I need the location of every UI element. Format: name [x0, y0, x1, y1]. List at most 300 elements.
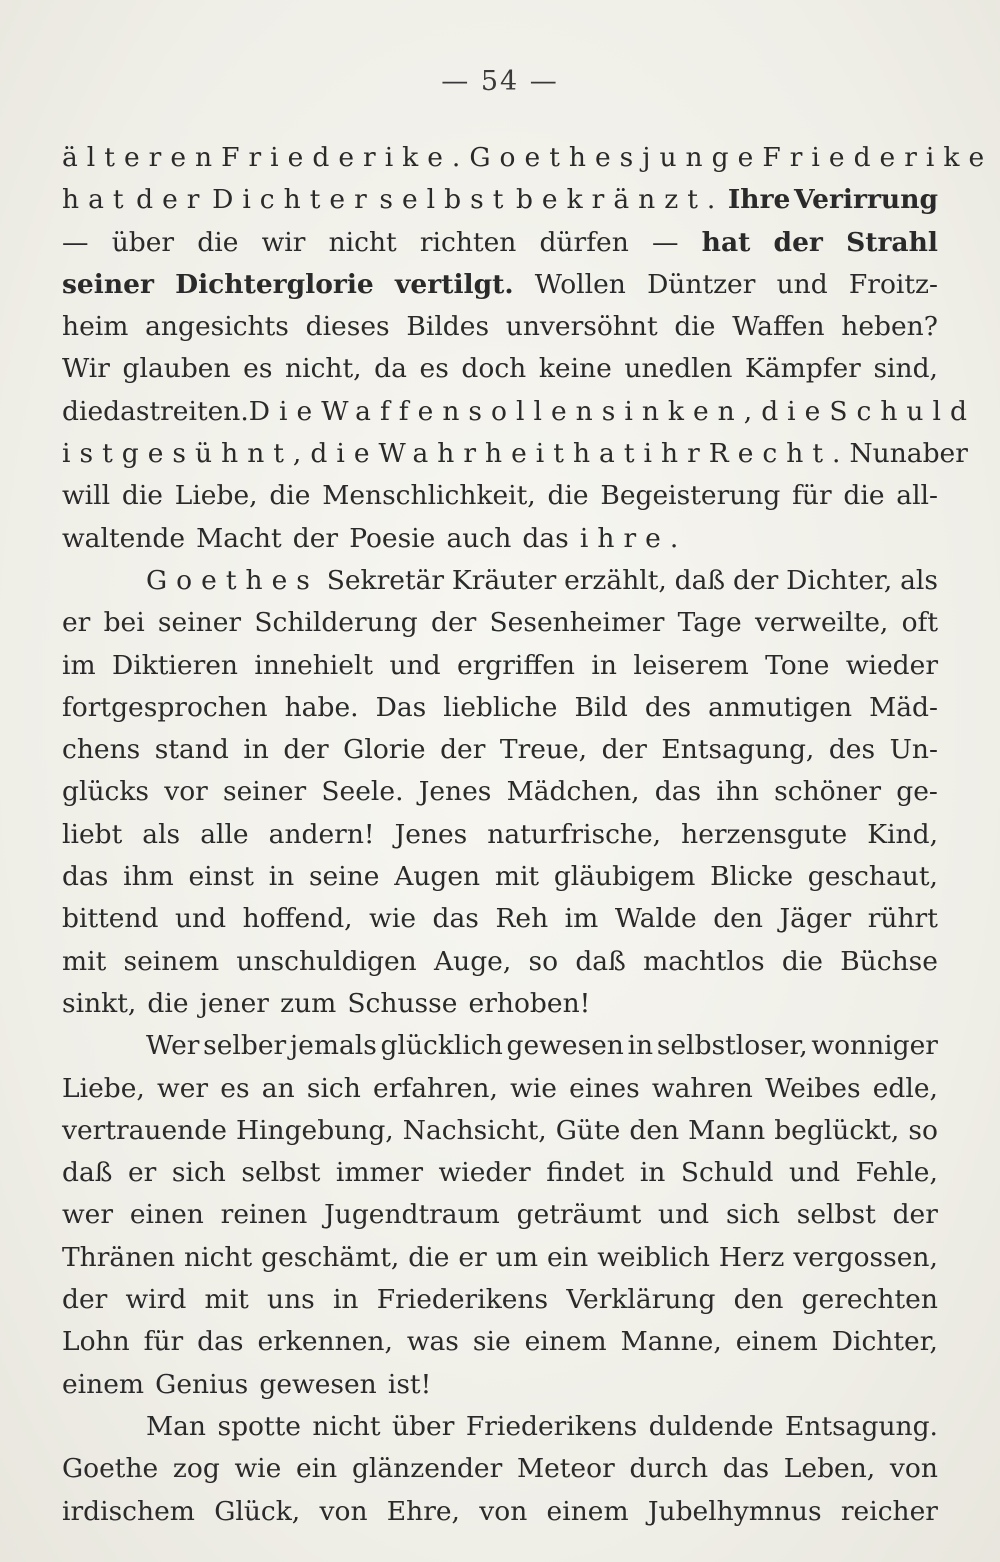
word: Ehre,: [386, 1495, 460, 1527]
word: seiner: [223, 776, 307, 808]
word: Goethes: [469, 142, 643, 173]
word: doch: [461, 353, 527, 385]
word: Begeisterung: [600, 480, 781, 512]
word: und: [389, 649, 441, 681]
word: heben?: [841, 311, 938, 343]
text-line: [62, 814, 938, 856]
word: selbst: [241, 1157, 321, 1189]
word: Bild: [574, 691, 628, 723]
word: dürfen: [539, 226, 629, 258]
word: sich: [171, 1157, 226, 1189]
word: Walde: [614, 903, 697, 935]
word: sinkt,: [62, 987, 137, 1019]
word: Bildes: [406, 311, 490, 343]
word: machtlos: [643, 945, 765, 977]
word: Schusse: [347, 987, 458, 1019]
word: die: [269, 480, 311, 512]
word: mit: [62, 945, 107, 977]
text-line: [62, 1448, 938, 1490]
word: Waffen: [732, 311, 825, 343]
word: Mäd-: [869, 691, 938, 723]
word: junge: [642, 142, 763, 173]
word: Wahrheit: [378, 438, 573, 470]
word: älteren: [62, 142, 222, 173]
word: wonniger: [811, 1030, 938, 1062]
word: sind,: [873, 353, 938, 385]
word: selbst: [379, 184, 513, 216]
word: Jugendtraum: [324, 1199, 500, 1231]
word: reinen: [220, 1199, 308, 1231]
word: Dichter,: [831, 1326, 938, 1358]
word: vergossen,: [793, 1241, 938, 1273]
word: ein: [546, 1241, 589, 1273]
text-line: [62, 137, 994, 179]
word: in: [268, 861, 295, 893]
word: einem: [62, 1368, 145, 1400]
word: stand: [154, 734, 229, 766]
word: Recht.: [708, 438, 850, 470]
word: streiten.: [135, 395, 249, 427]
word: es: [243, 353, 273, 385]
word: Herz: [718, 1241, 785, 1273]
word: der: [773, 226, 823, 258]
text-line: [62, 771, 938, 813]
word: es: [220, 1072, 250, 1104]
text-line: [62, 687, 938, 729]
word: wieder: [845, 649, 938, 681]
word: wie: [369, 903, 416, 935]
word: das: [62, 861, 109, 893]
word: daß: [674, 564, 726, 596]
word: daß: [62, 1157, 113, 1189]
word: vor: [164, 776, 208, 808]
word: er: [458, 1241, 487, 1273]
word: hoffend,: [242, 903, 353, 935]
word: geträumt: [516, 1199, 642, 1231]
word: gläubigem: [553, 861, 696, 893]
word: anmutigen: [708, 691, 853, 723]
word: den: [733, 1284, 784, 1316]
word: naturfrische,: [487, 818, 662, 850]
word: sie: [472, 1326, 511, 1358]
word: wieder: [438, 1157, 531, 1189]
word: Augen: [394, 861, 481, 893]
word: wahren: [651, 1072, 753, 1104]
word: wie: [234, 1453, 282, 1485]
word: spotte: [217, 1410, 301, 1442]
word: von: [319, 1495, 368, 1527]
word: da: [103, 395, 136, 427]
word: bei: [103, 607, 145, 639]
word: Froitz-: [848, 268, 938, 300]
word: Mann: [688, 1114, 766, 1146]
word: einen: [129, 1199, 204, 1231]
text-line: [62, 391, 976, 433]
word: geschämt,: [261, 1241, 400, 1273]
word: Waffen: [321, 395, 469, 427]
word: Güte: [555, 1114, 621, 1146]
word: so: [908, 1114, 938, 1146]
word: zum: [280, 987, 337, 1019]
word: Mädchen,: [506, 776, 640, 808]
word: Kräuter: [451, 564, 557, 596]
word: Jäger: [779, 903, 852, 935]
word: vertilgt.: [395, 268, 514, 300]
word: glauben: [122, 353, 231, 385]
word: der: [601, 734, 647, 766]
word: die: [843, 480, 885, 512]
word: unversöhnt: [505, 311, 658, 343]
text-line: [62, 983, 938, 1025]
word: Hingebung,: [235, 1114, 394, 1146]
word: Friederikens: [465, 1410, 638, 1442]
word: jener: [199, 987, 269, 1019]
word: sollen: [468, 395, 602, 427]
word: der: [892, 1199, 938, 1231]
word: ge-: [896, 776, 938, 808]
word: schöner: [774, 776, 882, 808]
word: irdischem: [62, 1495, 195, 1527]
text-line: [62, 222, 938, 264]
word: das: [197, 1326, 244, 1358]
word: der: [430, 607, 477, 639]
word: Kind,: [867, 818, 938, 850]
word: glücklich: [380, 1030, 503, 1062]
word: der: [732, 564, 779, 596]
word: für: [792, 480, 832, 512]
word: reicher: [840, 1495, 938, 1527]
word: glücks: [62, 776, 150, 808]
word: Düntzer: [647, 268, 756, 300]
word: Fehle,: [855, 1157, 938, 1189]
word: Meteor: [516, 1453, 615, 1485]
text-line: [62, 1110, 938, 1152]
word: er: [128, 1157, 157, 1189]
word: mit: [204, 1284, 249, 1316]
word: Wer: [146, 1030, 200, 1062]
word: der: [62, 1284, 108, 1316]
word: der: [136, 184, 209, 216]
word: Jenes: [394, 818, 468, 850]
word: duldende: [648, 1410, 774, 1442]
word: als: [142, 818, 181, 850]
word: erzählt,: [564, 564, 667, 596]
word: Ihre: [727, 184, 791, 216]
word: Menschlichkeit,: [322, 480, 536, 512]
text-line: [62, 475, 938, 517]
word: verweilte,: [754, 607, 889, 639]
word: fortgesprochen: [62, 691, 268, 723]
word: über: [111, 226, 175, 258]
word: um: [495, 1241, 538, 1273]
word: was: [406, 1326, 459, 1358]
text-line: [62, 1237, 938, 1279]
word: ihn: [716, 776, 759, 808]
word: Nachsicht,: [402, 1114, 547, 1146]
word: Poesie: [349, 522, 436, 554]
word: Weibes: [765, 1072, 861, 1104]
word: geschaut,: [807, 861, 938, 893]
word: in: [243, 734, 269, 766]
word: in: [591, 649, 617, 681]
word: Genius: [155, 1368, 249, 1400]
page-number: — 54 —: [441, 66, 559, 97]
word: erkennen,: [257, 1326, 393, 1358]
word: von: [479, 1495, 528, 1527]
word: die: [310, 438, 379, 470]
word: ergriffen: [456, 649, 575, 681]
word: Wir: [62, 353, 110, 385]
word: findet: [546, 1157, 625, 1189]
word: herzensgute: [681, 818, 848, 850]
word: die: [408, 1241, 450, 1273]
word: dieses: [305, 311, 390, 343]
word: und: [174, 903, 227, 935]
word: edle,: [872, 1072, 938, 1104]
word: an: [261, 1072, 295, 1104]
word: die: [761, 395, 830, 427]
word: jemals: [289, 1030, 377, 1062]
word: Reh: [495, 903, 549, 935]
word: Kämpfer: [745, 353, 861, 385]
word: seinem: [123, 945, 220, 977]
word: Diktieren: [112, 649, 239, 681]
word: sich: [306, 1072, 361, 1104]
word: bekränzt.: [515, 184, 725, 216]
word: richten: [419, 226, 517, 258]
word: wir: [261, 226, 306, 258]
word: auch: [446, 522, 512, 554]
word: Verirrung: [793, 184, 938, 216]
word: der: [292, 522, 339, 554]
word: nicht,: [285, 353, 362, 385]
word: die: [197, 226, 239, 258]
word: waltende: [62, 522, 186, 554]
word: im: [564, 903, 599, 935]
word: —: [651, 226, 679, 258]
word: Dichter,: [786, 564, 893, 596]
text-line: [62, 179, 938, 221]
word: Tage: [677, 607, 742, 639]
word: des: [828, 734, 876, 766]
word: Friederikens: [376, 1284, 549, 1316]
text-line: [62, 1025, 938, 1067]
word: einem: [735, 1326, 818, 1358]
word: hat: [572, 438, 644, 470]
word: ist: [62, 438, 122, 470]
word: Nun: [849, 438, 907, 470]
word: Büchse: [840, 945, 938, 977]
text-line: [62, 518, 938, 560]
word: so: [528, 945, 559, 977]
word: sich: [725, 1199, 780, 1231]
word: beglückt,: [774, 1114, 900, 1146]
word: wird: [125, 1284, 187, 1316]
word: und: [658, 1199, 710, 1231]
text-line: [62, 602, 938, 644]
word: von: [889, 1453, 938, 1485]
word: und: [789, 1157, 841, 1189]
text-line: [62, 1194, 938, 1236]
word: bittend: [62, 903, 159, 935]
word: heim: [62, 311, 129, 343]
word: alle: [200, 818, 249, 850]
word: Entsagung,: [661, 734, 815, 766]
word: seine: [308, 861, 380, 893]
word: Auge,: [434, 945, 512, 977]
word: Entsagung.: [785, 1410, 938, 1442]
word: liebt: [62, 818, 123, 850]
word: weiblich: [597, 1241, 710, 1273]
word: liebliche: [443, 691, 558, 723]
text-line: [62, 645, 938, 687]
word: Sesenheimer: [489, 607, 665, 639]
word: immer: [335, 1157, 424, 1189]
word: den: [713, 903, 763, 935]
word: mit: [494, 861, 540, 893]
word: hat: [701, 226, 751, 258]
word: ihm: [123, 861, 174, 893]
word: wer: [62, 1199, 114, 1231]
word: andern!: [268, 818, 375, 850]
word: die: [62, 395, 104, 427]
text-line: [62, 348, 938, 390]
text-line: [62, 898, 938, 940]
word: unedlen: [624, 353, 733, 385]
word: Friederike.: [221, 142, 470, 173]
word: Lohn: [62, 1326, 130, 1358]
word: für: [143, 1326, 184, 1358]
word: erhoben!: [468, 987, 591, 1019]
word: Liebe,: [174, 480, 258, 512]
word: da: [374, 353, 407, 385]
word: in: [639, 1157, 666, 1189]
text-line: [62, 264, 938, 306]
word: Die: [248, 395, 322, 427]
word: erfahren,: [373, 1072, 498, 1104]
word: Un-: [889, 734, 938, 766]
word: chens: [62, 734, 141, 766]
word: ein: [296, 1453, 338, 1485]
word: ist!: [387, 1368, 432, 1400]
word: unschuldigen: [236, 945, 417, 977]
word: will: [62, 480, 111, 512]
body-text: [62, 137, 994, 1533]
word: rührt: [867, 903, 938, 935]
word: —: [62, 226, 89, 258]
word: den: [629, 1114, 680, 1146]
word: die: [147, 987, 189, 1019]
word: Thränen: [62, 1241, 176, 1273]
word: einst: [188, 861, 254, 893]
word: Goethe: [62, 1453, 159, 1485]
word: Man: [146, 1410, 207, 1442]
word: Glück,: [214, 1495, 301, 1527]
word: des: [644, 691, 692, 723]
text-line: [62, 1364, 938, 1406]
text-line: [62, 433, 968, 475]
text-line: [62, 1279, 938, 1321]
word: das: [432, 903, 479, 935]
word: Schilderung: [254, 607, 418, 639]
word: nicht: [312, 1410, 381, 1442]
word: die: [121, 480, 163, 512]
word: Dichter: [212, 184, 376, 216]
word: selbstloser,: [656, 1030, 808, 1062]
word: Glorie: [343, 734, 426, 766]
word: uns: [267, 1284, 315, 1316]
text-line: [62, 1491, 938, 1533]
word: gewesen: [506, 1030, 624, 1062]
word: Das: [375, 691, 427, 723]
word: nicht: [184, 1241, 253, 1273]
word: die: [674, 311, 716, 343]
word: daß: [575, 945, 626, 977]
word: Goethes: [146, 564, 319, 596]
word: Jubelhymnus: [647, 1495, 822, 1527]
word: die: [547, 480, 589, 512]
word: Seele.: [321, 776, 404, 808]
word: das: [722, 1453, 770, 1485]
word: leiserem: [633, 649, 749, 681]
word: als: [900, 564, 938, 596]
word: Leben,: [783, 1453, 876, 1485]
word: das: [522, 522, 569, 554]
word: selber: [203, 1030, 287, 1062]
word: gesühnt,: [121, 438, 311, 470]
word: und: [776, 268, 828, 300]
text-line: [62, 1068, 938, 1110]
word: es: [419, 353, 449, 385]
word: Schuld: [829, 395, 976, 427]
word: vertrauende: [62, 1114, 227, 1146]
word: das: [654, 776, 702, 808]
word: im: [62, 649, 96, 681]
word: Liebe,: [62, 1072, 145, 1104]
word: Jenes: [418, 776, 492, 808]
word: ihre.: [579, 522, 688, 554]
word: Wollen: [534, 268, 626, 300]
word: über: [391, 1410, 455, 1442]
word: der: [283, 734, 329, 766]
word: Tone: [765, 649, 830, 681]
word: seiner: [157, 607, 242, 639]
word: angesichts: [145, 311, 289, 343]
text-line: [62, 1406, 938, 1448]
word: Treue,: [499, 734, 588, 766]
word: Blicke: [710, 861, 794, 893]
word: Friederike: [762, 142, 994, 173]
word: hat: [62, 184, 133, 216]
word: Schuld: [680, 1157, 774, 1189]
word: einem: [524, 1326, 607, 1358]
word: in: [627, 1030, 654, 1062]
word: all-: [896, 480, 938, 512]
text-line: [62, 560, 938, 602]
word: selbst: [796, 1199, 876, 1231]
word: Macht: [196, 522, 282, 554]
text-line: [62, 1321, 938, 1363]
word: die: [781, 945, 823, 977]
word: nicht: [328, 226, 397, 258]
word: habe.: [284, 691, 359, 723]
word: glänzender: [351, 1453, 503, 1485]
word: gewesen: [259, 1368, 377, 1400]
word: Manne,: [620, 1326, 722, 1358]
word: in: [332, 1284, 359, 1316]
word: der: [440, 734, 486, 766]
text-line: [62, 1152, 938, 1194]
